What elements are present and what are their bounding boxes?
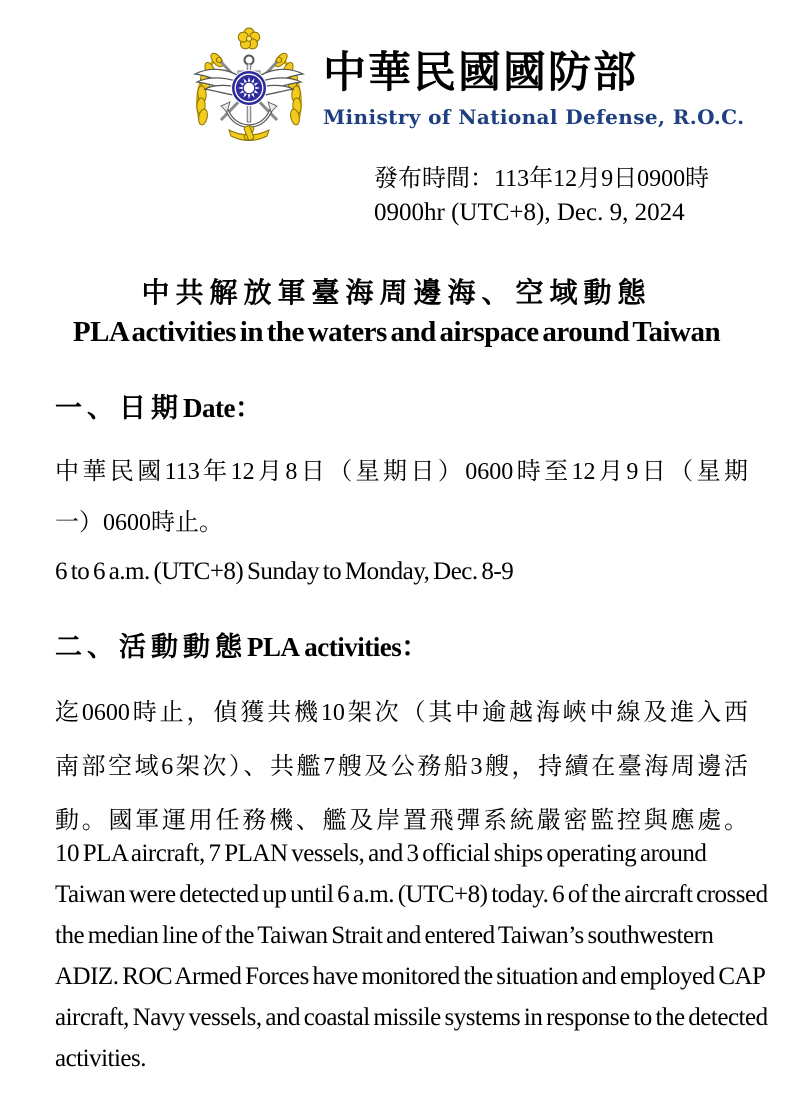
header: [323, 46, 744, 129]
section2-heading-cn: 二、活動動態: [55, 632, 247, 662]
section1-heading: [55, 386, 262, 425]
section1-heading-colon: ：: [234, 393, 262, 423]
section2-body-cn: 迄0600時止，偵獲共機10架次（其中逾越海峽中線及進入西 南部空域6架次）、共艦7艘及公務船3艘，持續在臺海周邊活 動。國軍運用任務機、艦及岸置飛彈系統嚴密監控與應處。: [55, 700, 748, 834]
section1-heading-cn: 一、日期: [55, 393, 183, 423]
document-title: [0, 277, 793, 349]
section2-heading: [55, 625, 428, 664]
ministry-title-en: Ministry of National Defense, R.O.C.: [323, 105, 745, 129]
mnd-emblem-icon: [183, 26, 315, 148]
release-time-block: [374, 162, 709, 230]
section1-body-en: 6 to 6 a.m. (UTC+8) Sunday to Monday, Dec. 8-9: [55, 558, 514, 585]
section1-heading-en: Date: [183, 393, 235, 423]
section2-heading-colon: ：: [401, 632, 429, 662]
document-title-cn: 中共解放軍臺海周邊海、空域動態: [141, 278, 652, 309]
section1-body-cn: 中華民國113年12月8日（星期日）0600時至12月9日（星期 一）0600時止。: [55, 459, 748, 536]
release-time-cn: 發布時間：113年12月9日0900時: [374, 166, 710, 192]
release-time-en: 0900hr (UTC+8), Dec. 9, 2024: [374, 199, 685, 226]
ministry-title-cn: 中華民國國防部: [323, 50, 638, 97]
section2-body-en: 10 PLA aircraft, 7 PLAN vessels, and 3 official ships operating around Taiwan were detected up until 6 a.m. (UTC+8) today. 6 of the aircraft crossed the median line of the Taiwan Strait and entered Taiwan’s southwestern ADIZ. ROC Armed Forces have monitored the situation and employed CAP aircraft, Navy vessels, and coastal missile systems in response to the detected activities.: [55, 840, 768, 1072]
document-title-en: PLA activities in the waters and airspace around Taiwan: [72, 316, 721, 348]
section2-heading-en: PLA activities: [247, 632, 402, 662]
